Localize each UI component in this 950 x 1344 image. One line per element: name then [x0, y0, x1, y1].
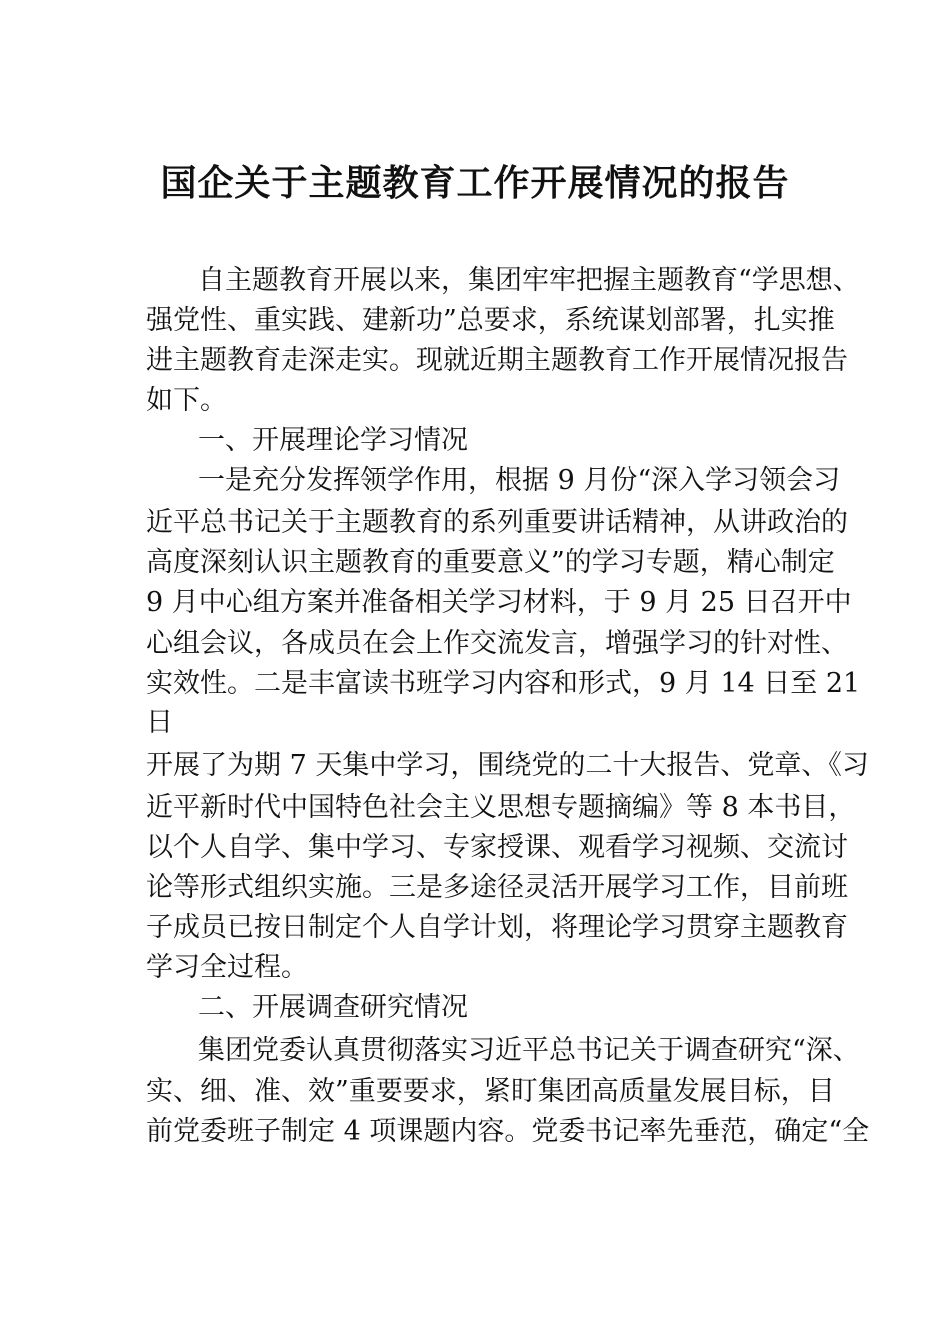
paragraph-line: 日	[146, 707, 173, 738]
paragraph-line: 学习全过程。	[146, 952, 308, 983]
paragraph-line: 子成员已按日制定个人自学计划，将理论学习贯穿主题教育	[146, 912, 848, 943]
paragraph-line: 强党性、重实践、建新功”总要求，系统谋划部署，扎实推	[146, 305, 835, 336]
paragraph-line: 实、细、准、效”重要要求，紧盯集团高质量发展目标，目	[146, 1076, 835, 1107]
paragraph-line: 高度深刻认识主题教育的重要意义”的学习专题，精心制定	[146, 547, 835, 578]
paragraph-line: 开展了为期 7 天集中学习，围绕党的二十大报告、党章、《习	[146, 750, 869, 781]
paragraph-line: 进主题教育走深走实。现就近期主题教育工作开展情况报告	[146, 345, 848, 376]
paragraph-line: 一是充分发挥领学作用，根据 9 月份“深入学习领会习	[198, 465, 841, 496]
paragraph-line: 集团党委认真贯彻落实习近平总书记关于调查研究“深、	[198, 1035, 860, 1066]
paragraph-line: 心组会议，各成员在会上作交流发言，增强学习的针对性、	[146, 628, 848, 659]
paragraph-line: 9 月中心组方案并准备相关学习材料，于 9 月 25 日召开中	[146, 587, 852, 618]
paragraph-line: 论等形式组织实施。三是多途径灵活开展学习工作，目前班	[146, 872, 848, 903]
document-title: 国企关于主题教育工作开展情况的报告	[160, 162, 790, 204]
section-heading-2: 二、开展调查研究情况	[198, 992, 468, 1023]
paragraph-line: 以个人自学、集中学习、专家授课、观看学习视频、交流讨	[146, 832, 848, 863]
paragraph-line: 实效性。二是丰富读书班学习内容和形式，9 月 14 日至 21	[146, 668, 861, 699]
paragraph-line: 近平新时代中国特色社会主义思想专题摘编》等 8 本书目，	[146, 792, 856, 823]
paragraph-line: 自主题教育开展以来，集团牢牢把握主题教育“学思想、	[198, 265, 860, 296]
paragraph-line: 近平总书记关于主题教育的系列重要讲话精神，从讲政治的	[146, 507, 848, 538]
paragraph-line: 前党委班子制定 4 项课题内容。党委书记率先垂范，确定“全	[146, 1116, 870, 1147]
section-heading-1: 一、开展理论学习情况	[198, 425, 468, 456]
paragraph-line: 如下。	[146, 385, 227, 416]
